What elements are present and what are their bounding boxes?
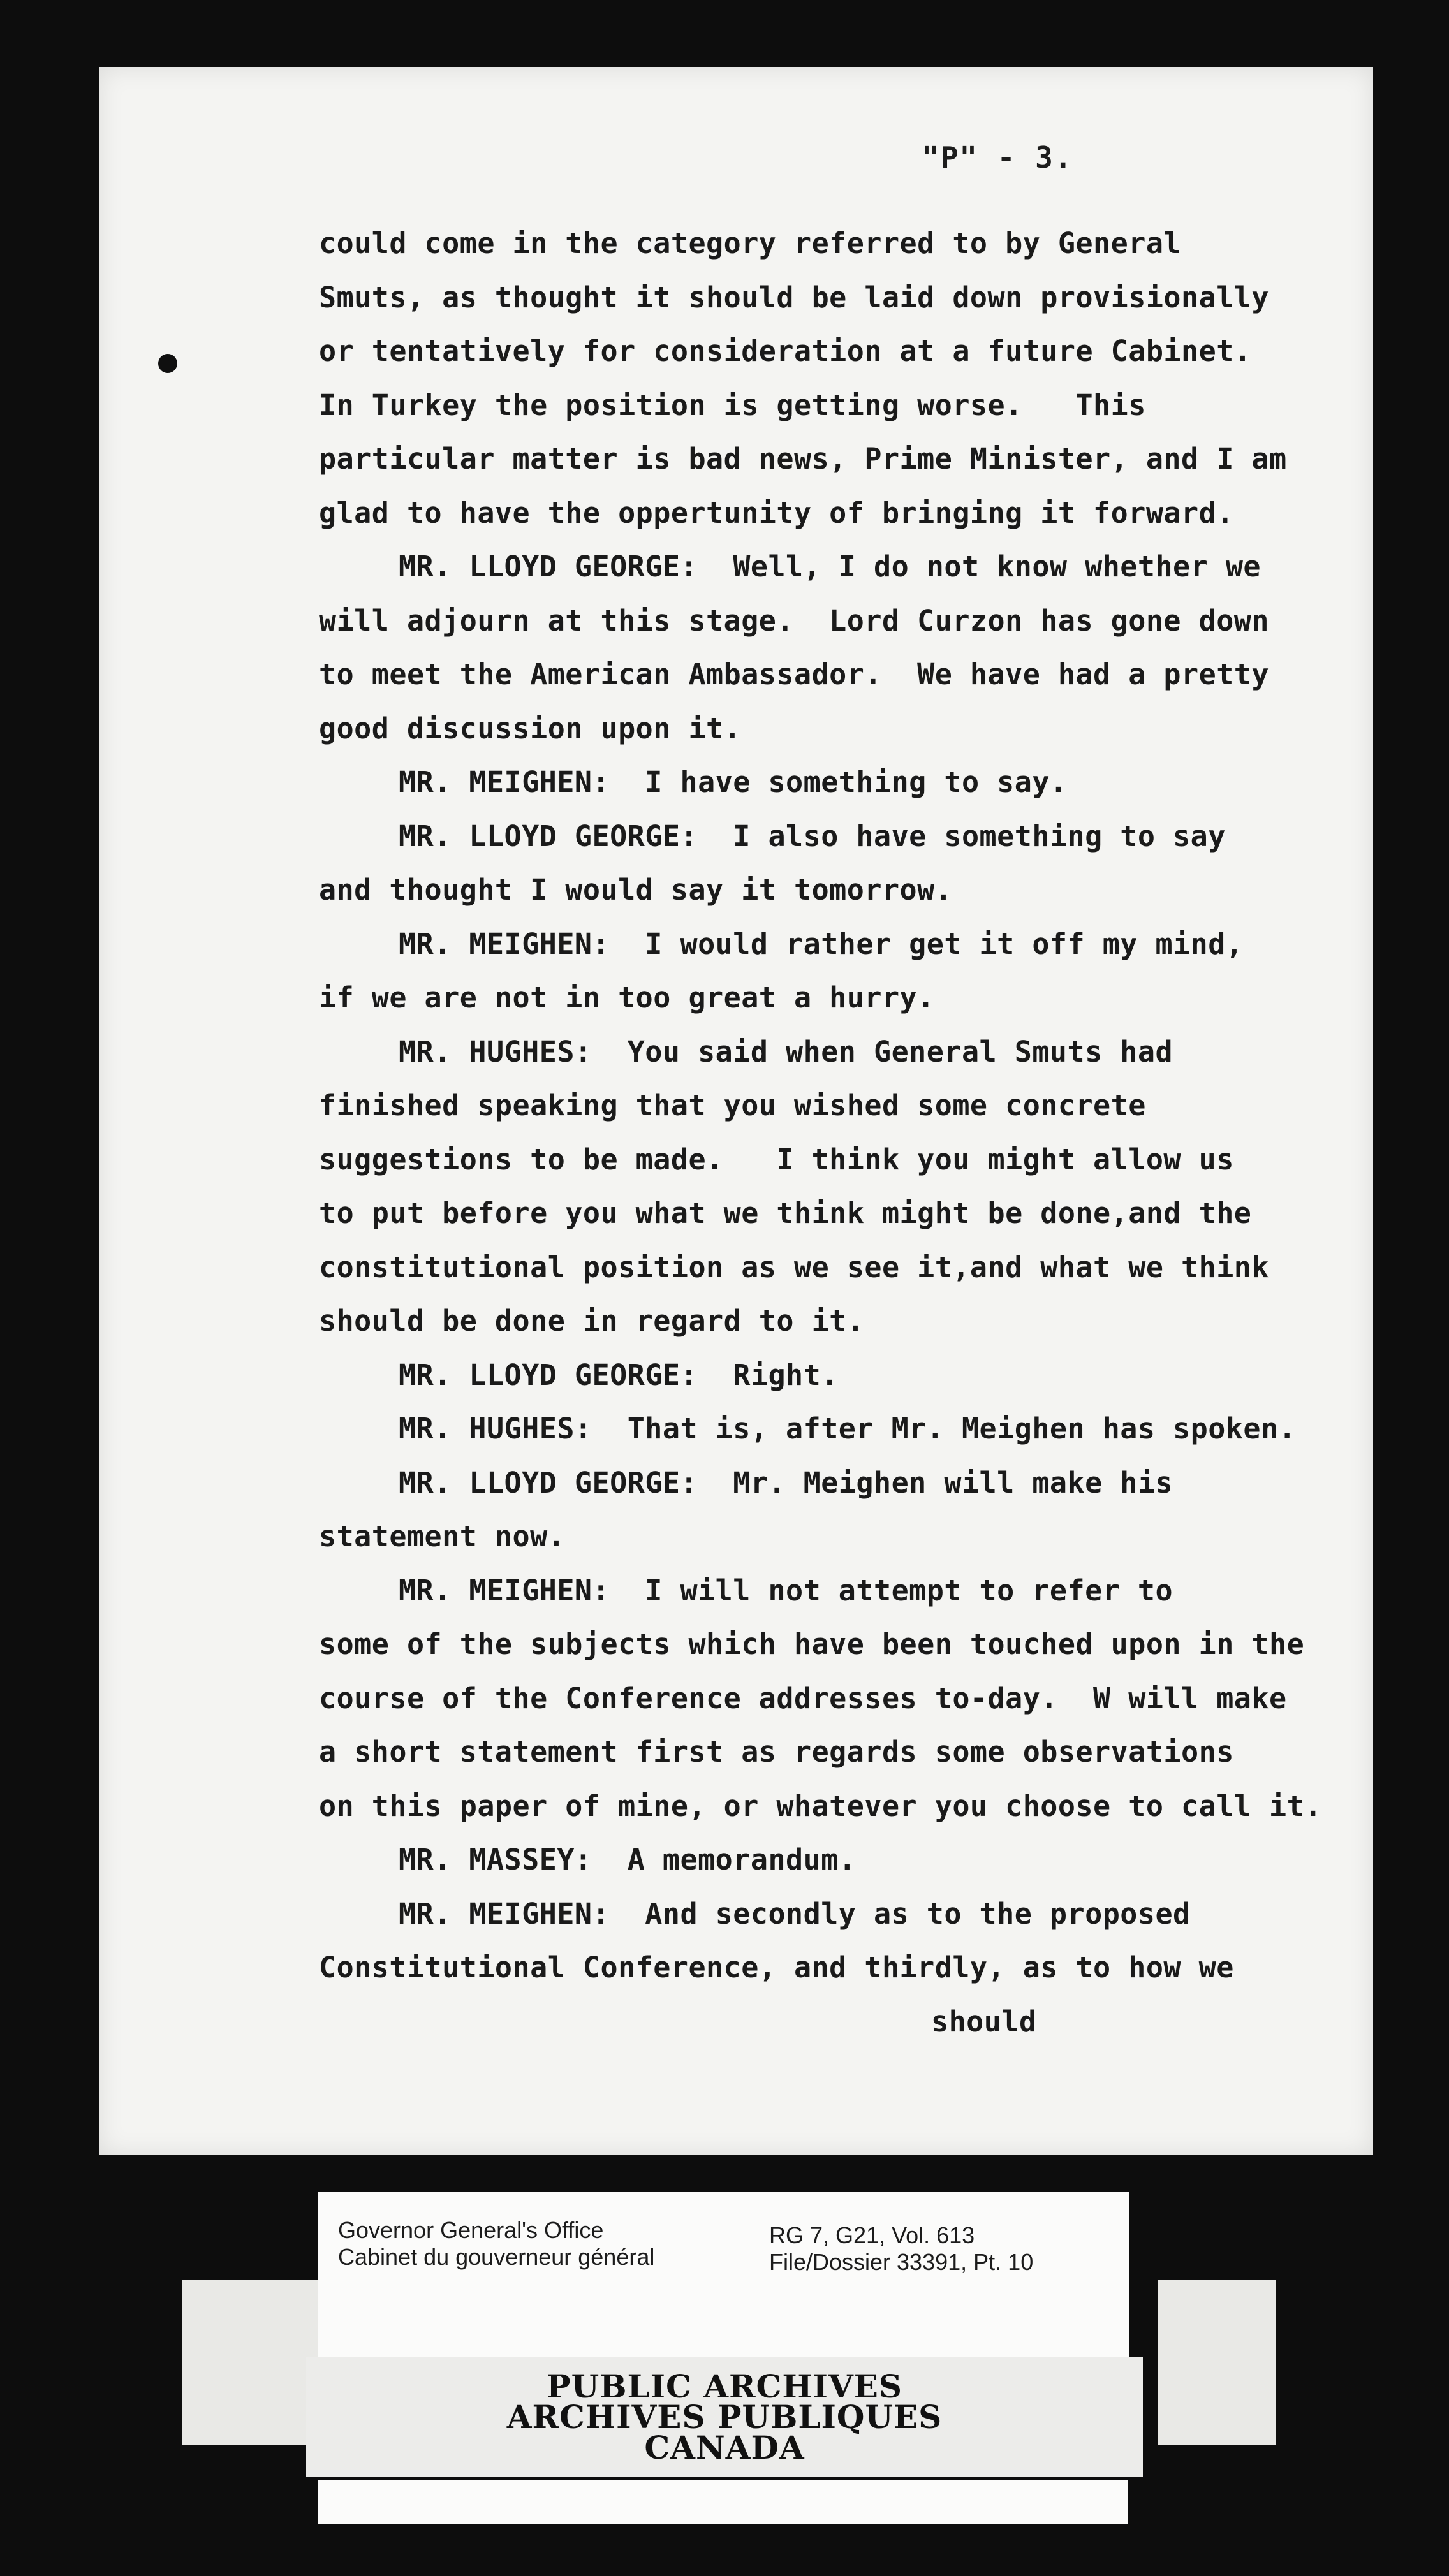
text-line: could come in the category referred to by General (319, 226, 1182, 260)
text-line: MR. MEIGHEN: I will not attempt to refer to (399, 1573, 1173, 1607)
archive-stamp-text (306, 2367, 1143, 2466)
office-names (338, 2217, 654, 2271)
record-group-reference: RG 7, G21, Vol. 613 (769, 2222, 975, 2248)
text-line: a short statement first as regards some observations (319, 1735, 1234, 1769)
text-line: In Turkey the position is getting worse. This (319, 388, 1146, 422)
archive-stamp-line-1: PUBLIC ARCHIVES (547, 2367, 902, 2405)
text-line: should (931, 2004, 1037, 2038)
text-line: good discussion upon it. (319, 711, 742, 745)
archive-stamp-line-2: ARCHIVES PUBLIQUES (506, 2398, 943, 2436)
text-line: if we are not in too great a hurry. (319, 981, 935, 1014)
text-line: MR. MEIGHEN: And secondly as to the proposed (399, 1896, 1191, 1931)
text-line: MR. LLOYD GEORGE: Well, I do not know whether we (399, 550, 1261, 583)
text-line: MR. LLOYD GEORGE: I also have something to say (399, 819, 1226, 853)
text-line: constitutional position as we see it,and what we think (319, 1250, 1269, 1284)
text-line: should be done in regard to it. (319, 1304, 865, 1338)
archive-reference-label (318, 2192, 1129, 2357)
text-line: some of the subjects which have been touched upon in the (319, 1627, 1305, 1661)
text-line: particular matter is bad news, Prime Minister, and I am (319, 442, 1287, 476)
punch-hole (158, 354, 177, 373)
text-line: MR. MEIGHEN: I have something to say. (399, 765, 1068, 799)
archive-stamp-line-3: CANADA (644, 2429, 805, 2466)
typed-text-block (319, 217, 1365, 2049)
office-french: Cabinet du gouverneur général (338, 2244, 655, 2270)
text-line: MR. HUGHES: You said when General Smuts had (399, 1034, 1173, 1069)
file-dossier-reference: File/Dossier 33391, Pt. 10 (769, 2249, 1034, 2275)
text-line: or tentatively for consideration at a future Cabinet. (319, 334, 1252, 368)
text-line: to put before you what we think might be done,and the (319, 1196, 1252, 1230)
text-line: MR. MASSEY: A memorandum. (399, 1843, 857, 1877)
text-line: to meet the American Ambassador. We have had a pretty (319, 657, 1269, 691)
document-page (99, 67, 1373, 2155)
text-line: Constitutional Conference, and thirdly, as to how we (319, 1950, 1234, 1984)
text-line: will adjourn at this stage. Lord Curzon has gone down (319, 603, 1269, 638)
text-line: MR. MEIGHEN: I would rather get it off my mind, (399, 926, 1244, 961)
text-line: course of the Conference addresses to-day. W will make (319, 1681, 1287, 1715)
text-line: and thought I would say it tomorrow. (319, 873, 953, 907)
text-line: finished speaking that you wished some concrete (319, 1088, 1146, 1122)
text-line: MR. LLOYD GEORGE: Mr. Meighen will make his (399, 1465, 1173, 1500)
text-line: glad to have the oppertunity of bringing it forward. (319, 495, 1234, 530)
bottom-label-strip (318, 2480, 1128, 2524)
page-number: "P" - 3. (922, 140, 1073, 175)
text-line: MR. LLOYD GEORGE: Right. (399, 1358, 839, 1392)
office-english: Governor General's Office (338, 2217, 604, 2243)
text-line: MR. HUGHES: That is, after Mr. Meighen has spoken. (399, 1412, 1297, 1445)
text-line: statement now. (319, 1519, 566, 1553)
file-references (769, 2222, 1033, 2276)
text-line: on this paper of mine, or whatever you choose to call it. (319, 1789, 1322, 1823)
right-paper-tab (1158, 2280, 1276, 2445)
text-line: suggestions to be made. I think you might allow us (319, 1142, 1234, 1176)
archive-stamp (306, 2357, 1143, 2477)
text-line: Smuts, as thought it should be laid down provisionally (319, 280, 1269, 314)
